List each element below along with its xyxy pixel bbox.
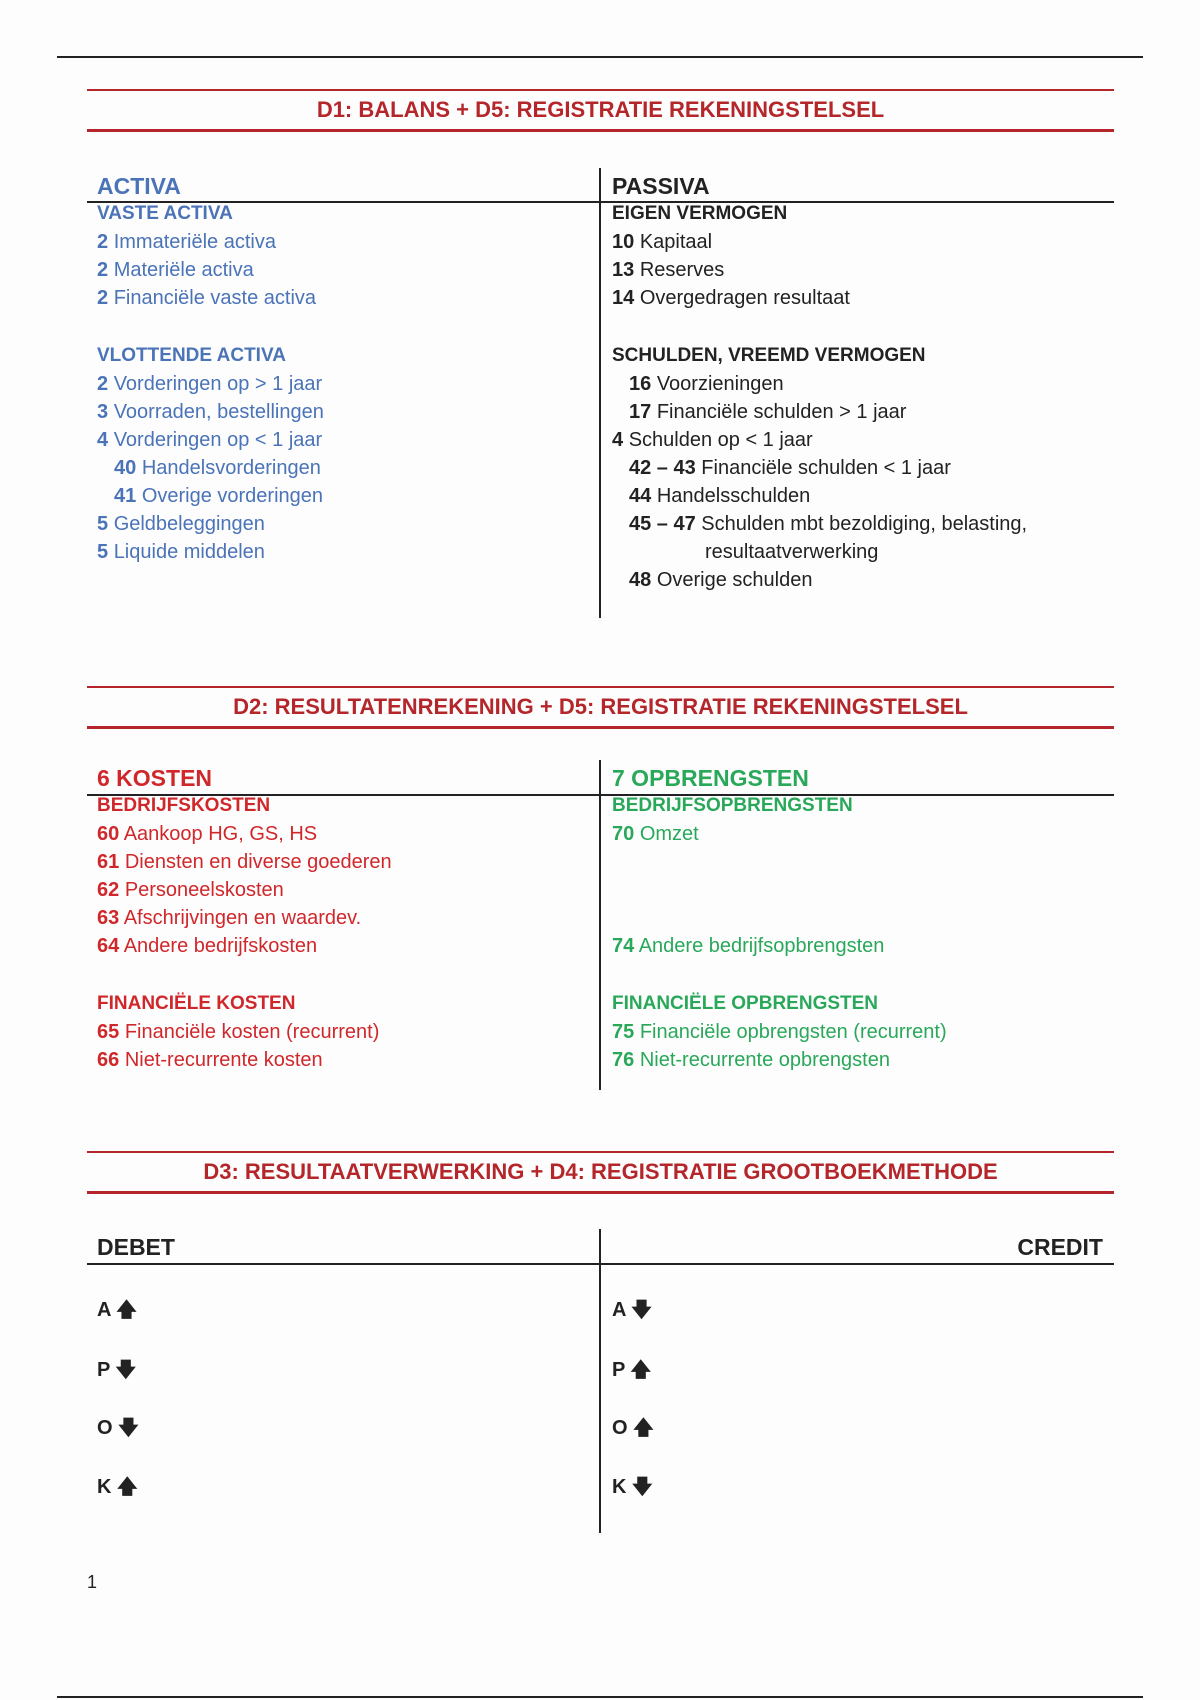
- debet-row-k: K 🡅: [97, 1476, 138, 1498]
- bedrijfskosten-subtitle: BEDRIJFSKOSTEN: [97, 795, 271, 816]
- arrow-up-icon: 🡅: [633, 1417, 654, 1439]
- list-item: resultaatverwerking: [705, 541, 879, 563]
- page-number: 1: [87, 1572, 98, 1592]
- section3-title: D3: RESULTAATVERWERKING + D4: REGISTRATIE GROOTBOEKMETHODE: [87, 1151, 1114, 1194]
- list-item: 60 Aankoop HG, GS, HS: [97, 823, 318, 845]
- credit-row-p: P 🡅: [612, 1359, 652, 1381]
- kosten-column: [87, 760, 598, 1074]
- bottom-rule: [57, 1696, 1143, 1698]
- list-item: 75 Financiële opbrengsten (recurrent): [612, 1021, 947, 1043]
- arrow-down-icon: 🡇: [632, 1476, 653, 1498]
- list-item: 13 Reserves: [612, 259, 725, 281]
- center-divider: [599, 1229, 601, 1533]
- list-item: 74 Andere bedrijfsopbrengsten: [612, 935, 885, 957]
- debet-row-p: P 🡇: [97, 1359, 137, 1381]
- vlottende-activa-subtitle: VLOTTENDE ACTIVA: [97, 345, 286, 366]
- list-item: 4 Vorderingen op < 1 jaar: [97, 429, 323, 451]
- opbrengsten-heading: 7 OPBRENGSTEN: [612, 765, 809, 791]
- arrow-down-icon: 🡇: [118, 1417, 139, 1439]
- list-item: 48 Overige schulden: [629, 569, 813, 591]
- arrow-up-icon: 🡅: [117, 1476, 138, 1498]
- section1-title: D1: BALANS + D5: REGISTRATIE REKENINGSTELSEL: [87, 89, 1114, 132]
- list-item: 62 Personeelskosten: [97, 879, 284, 901]
- financiele-kosten-subtitle: FINANCIËLE KOSTEN: [97, 993, 296, 1014]
- arrow-down-icon: 🡇: [115, 1359, 137, 1381]
- section2-title: D2: RESULTATENREKENING + D5: REGISTRATIE REKENINGSTELSEL: [87, 686, 1114, 729]
- credit-row-o: O 🡅: [612, 1417, 654, 1439]
- credit-heading: CREDIT: [1017, 1234, 1103, 1260]
- list-item: 5 Liquide middelen: [97, 541, 265, 563]
- arrow-up-icon: 🡅: [630, 1359, 652, 1381]
- list-item: 2 Immateriële activa: [97, 231, 276, 253]
- list-item: 42 – 43 Financiële schulden < 1 jaar: [629, 457, 951, 479]
- list-item: 76 Niet-recurrente opbrengsten: [612, 1049, 890, 1071]
- list-item: 66 Niet-recurrente kosten: [97, 1049, 323, 1071]
- passiva-heading: PASSIVA: [612, 173, 710, 199]
- list-item: 63 Afschrijvingen en waardev.: [97, 907, 362, 929]
- list-item: 2 Vorderingen op > 1 jaar: [97, 373, 323, 395]
- activa-column: [87, 168, 598, 566]
- list-item: 44 Handelsschulden: [629, 485, 811, 507]
- list-item: 70 Omzet: [612, 823, 699, 845]
- list-item: 41 Overige vorderingen: [114, 485, 324, 507]
- list-item: 4 Schulden op < 1 jaar: [612, 429, 813, 451]
- arrow-down-icon: 🡇: [631, 1299, 652, 1321]
- bedrijfsopbrengsten-subtitle: BEDRIJFSOPBRENGSTEN: [612, 795, 853, 816]
- debet-row-a: A 🡅: [97, 1299, 137, 1321]
- debet-row-o: O 🡇: [97, 1417, 139, 1439]
- list-item: 17 Financiële schulden > 1 jaar: [629, 401, 907, 423]
- vaste-activa-subtitle: VASTE ACTIVA: [97, 203, 233, 224]
- schulden-subtitle: SCHULDEN, VREEMD VERMOGEN: [612, 345, 926, 366]
- list-item: 45 – 47 Schulden mbt bezoldiging, belasting,: [629, 513, 1028, 535]
- debet-heading: DEBET: [97, 1234, 175, 1260]
- list-item: 64 Andere bedrijfskosten: [97, 935, 318, 957]
- activa-heading: ACTIVA: [97, 173, 181, 199]
- list-item: 16 Voorzieningen: [629, 373, 784, 395]
- top-rule: [57, 56, 1143, 58]
- list-item: 10 Kapitaal: [612, 231, 713, 253]
- financiele-opbrengsten-subtitle: FINANCIËLE OPBRENGSTEN: [612, 993, 879, 1014]
- list-item: 14 Overgedragen resultaat: [612, 287, 850, 309]
- list-item: 61 Diensten en diverse goederen: [97, 851, 392, 873]
- credit-row-a: A 🡇: [612, 1299, 652, 1321]
- kosten-heading: 6 KOSTEN: [97, 765, 213, 791]
- list-item: 40 Handelsvorderingen: [114, 457, 321, 479]
- debet-credit-header-line: [87, 1263, 1114, 1265]
- list-item: 2 Financiële vaste activa: [97, 287, 317, 309]
- passiva-column: [599, 168, 1114, 618]
- eigen-vermogen-subtitle: EIGEN VERMOGEN: [612, 203, 788, 224]
- opbrengsten-column: [599, 760, 1114, 1090]
- list-item: 65 Financiële kosten (recurrent): [97, 1021, 380, 1043]
- result-table: [87, 760, 1114, 1090]
- balance-table: [87, 168, 1114, 618]
- list-item: 3 Voorraden, bestellingen: [97, 401, 324, 423]
- debet-credit-table: [87, 1229, 1114, 1533]
- credit-row-k: K 🡇: [612, 1476, 653, 1498]
- list-item: 2 Materiële activa: [97, 259, 254, 281]
- list-item: 5 Geldbeleggingen: [97, 513, 265, 535]
- arrow-up-icon: 🡅: [116, 1299, 137, 1321]
